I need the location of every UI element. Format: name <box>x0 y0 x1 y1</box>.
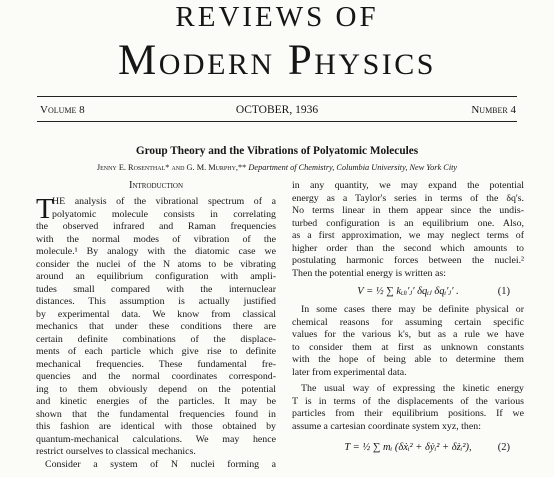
equation-2 <box>292 433 524 463</box>
right-column <box>292 180 524 463</box>
paragraph-line: distances. This assumption is actually justified <box>36 296 276 307</box>
paragraph-line: mechanics that under these conditions there are <box>36 321 276 332</box>
equation-1-number: (1) <box>497 286 510 297</box>
author-line <box>0 162 554 173</box>
author-names: Jenny E. Rosenthal* and G. M. Murphy,** <box>96 163 247 172</box>
equation-2-body: T = ½ ∑ mᵢ (δẋᵢ² + δẏᵢ² + δżᵢ²), <box>344 442 472 453</box>
issue-number: Number 4 <box>471 104 516 116</box>
paragraph-line: around an equilibrium configuration with ampli- <box>36 271 276 282</box>
masthead-rule-top <box>37 96 517 97</box>
paragraph-line: and kinetic energies of the particles. It may be <box>36 396 276 407</box>
paragraph-line: to consider them at first as unknown constants <box>292 341 524 353</box>
article-title: Group Theory and the Vibrations of Polyatomic Molecules <box>135 145 419 157</box>
paragraph-line: this fashion are identical with those obtained by <box>36 421 276 432</box>
paragraph-line: values for the various k's, but as a rule we have <box>292 329 524 340</box>
drop-cap-letter: T <box>36 193 54 225</box>
paragraph-line: shown that the fundamental frequencies found in <box>36 408 276 420</box>
paragraph-line: assume a cartesian coordinate system xyz, then: <box>292 420 481 432</box>
masthead-rule-bottom <box>37 121 517 122</box>
paragraph-line: with the hope of being able to determine them <box>292 354 524 365</box>
paragraph-line: later from experimental data. <box>292 366 407 378</box>
paragraph-line: quantum-mechanical calculations. We may hence <box>36 433 276 445</box>
equation-1-body: V = ½ ∑ kᵢⱼᵢ′ⱼ′ δqᵢⱼ δqᵢ′ⱼ′ . <box>357 286 459 297</box>
volume-label: Volume 8 <box>40 104 85 116</box>
paragraph-line: tudes small compared with the internuclear <box>36 283 276 295</box>
paragraph-line: consider the nuclei of the N atoms to be vibrating <box>36 258 276 270</box>
paragraph-line: energy as a Taylor's series in terms of the δq's. <box>292 192 524 204</box>
paragraph-line: particles from their equilibrium positions. If we <box>292 408 524 419</box>
paragraph-line: as a first approximation, we may neglect terms of <box>292 230 524 241</box>
author-department: Department of Chemistry, Columbia University, New York City <box>248 163 458 172</box>
equation-2-number: (2) <box>497 442 510 453</box>
paragraph-line: T is in terms of the displacements of the various <box>292 395 524 407</box>
paragraph-line: Then the potential energy is written as: <box>292 267 446 279</box>
paragraph-line: with the normal modes of vibration of the <box>36 233 276 245</box>
paragraph-line: the observed infrared and Raman frequencies <box>36 221 276 232</box>
paragraph-line: chemical reasons for assuming certain specific <box>292 316 524 328</box>
paragraph-line: mechanical frequencies. These fundamental fre- <box>36 358 276 370</box>
paragraph-line: Consider a system of N nuclei forming a <box>45 458 276 470</box>
paragraph-line: In some cases there may be definite physical or <box>301 304 524 315</box>
section-heading: Introduction <box>128 180 184 191</box>
paragraph-line: ments of each particle which give rise to definite <box>36 346 276 357</box>
paragraph-line: polyatomic molecule consists in correlating <box>52 208 276 220</box>
paragraph-line: higher order than the second which amounts to <box>292 242 524 254</box>
paragraph-line: quencies and the normal coordinates correspond- <box>36 371 276 382</box>
paragraph-line: restrict ourselves to classical mechanics. <box>36 446 196 457</box>
paragraph-line: in any quantity, we may expand the potential <box>292 180 524 191</box>
paragraph-line: The usual way of expressing the kinetic energy <box>301 383 524 394</box>
paragraph-line: HE analysis of the vibrational spectrum of a <box>52 196 276 207</box>
paragraph-line: turbed configuration is an equilibrium one. Also, <box>292 217 524 229</box>
left-column <box>36 180 276 471</box>
paragraph-line: ing to them obviously depend on the potential <box>36 383 276 395</box>
journal-name-line2: Modern Physics <box>118 37 436 84</box>
equation-1 <box>292 280 524 304</box>
issue-date: OCTOBER, 1936 <box>235 104 319 116</box>
paragraph-line: molecule.¹ By analogy with the diatomic case we <box>36 246 276 257</box>
paragraph-line: postulating harmonic forces between the nuclei.² <box>292 255 524 266</box>
paragraph-line: certain definite combinations of the displace- <box>36 333 276 345</box>
paragraph-line: by experimental data. We know from classical <box>36 308 276 320</box>
journal-name-line1: REVIEWS OF <box>175 1 379 33</box>
paragraph-line: No terms linear in them appear since the undis- <box>292 205 524 216</box>
